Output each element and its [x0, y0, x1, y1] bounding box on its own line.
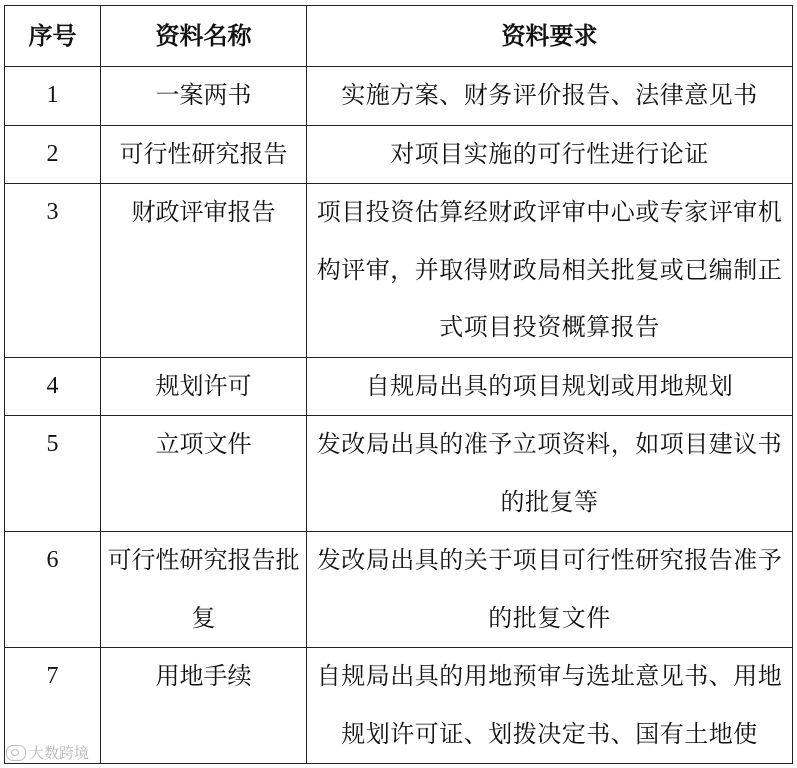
row-serial: 6	[5, 532, 101, 648]
header-material-name: 资料名称	[101, 6, 307, 67]
table-row	[5, 67, 793, 126]
row-requirement: 对项目实施的可行性进行论证	[307, 125, 793, 184]
row-requirement: 实施方案、财务评价报告、法律意见书	[307, 67, 793, 126]
row-material-name: 规划许可	[101, 357, 307, 416]
header-material-requirement: 资料要求	[307, 6, 793, 67]
row-material-name: 用地手续	[101, 648, 307, 764]
table-row	[5, 648, 793, 764]
row-requirement: 发改局出具的关于项目可行性研究报告准予的批复文件	[307, 532, 793, 648]
brand-logo-icon	[6, 745, 26, 761]
row-requirement: 发改局出具的准予立项资料，如项目建议书的批复等	[307, 416, 793, 532]
row-material-name: 立项文件	[101, 416, 307, 532]
row-material-name: 可行性研究报告批复	[101, 532, 307, 648]
row-material-name: 财政评审报告	[101, 184, 307, 358]
table-header-row	[5, 6, 793, 67]
row-material-name: 一案两书	[101, 67, 307, 126]
row-serial: 7	[5, 648, 101, 764]
header-serial: 序号	[5, 6, 101, 67]
document-table	[4, 5, 793, 764]
watermark-text: 大数跨境	[29, 744, 90, 762]
row-requirement: 项目投资估算经财政评审中心或专家评审机构评审，并取得财政局相关批复或已编制正式项目投资概算报告	[307, 184, 793, 358]
row-requirement: 自规局出具的用地预审与选址意见书、用地规划许可证、划拨决定书、国有土地使	[307, 648, 793, 764]
row-serial: 2	[5, 125, 101, 184]
table-row	[5, 184, 793, 358]
row-serial: 4	[5, 357, 101, 416]
table-row	[5, 532, 793, 648]
watermark	[6, 742, 89, 763]
row-serial: 5	[5, 416, 101, 532]
row-serial: 3	[5, 184, 101, 358]
table-row	[5, 357, 793, 416]
row-requirement: 自规局出具的项目规划或用地规划	[307, 357, 793, 416]
table-row	[5, 125, 793, 184]
table-row	[5, 416, 793, 532]
row-serial: 1	[5, 67, 101, 126]
row-material-name: 可行性研究报告	[101, 125, 307, 184]
